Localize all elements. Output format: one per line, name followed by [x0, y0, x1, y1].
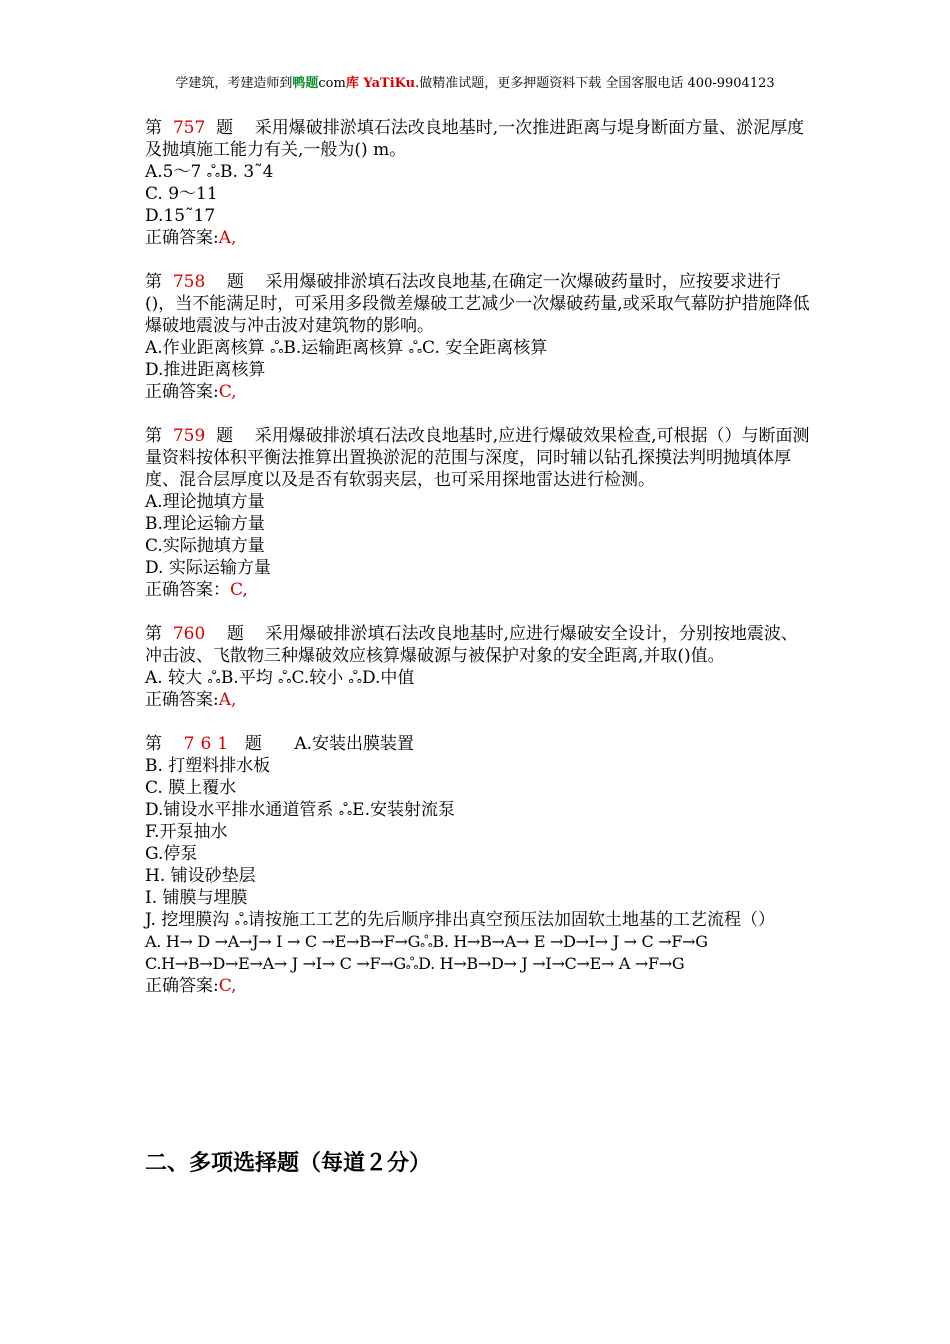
answer-line — [145, 975, 810, 997]
question-label: 第 — [145, 426, 162, 446]
option-line: D. 实际运输方量 — [145, 558, 271, 578]
answer-line — [145, 227, 810, 249]
answer-label: 正确答案: — [145, 228, 219, 248]
question-label: 第 — [145, 734, 162, 754]
question-text: 采用爆破排淤填石法改良地基,在确定一次爆破药量时，应按要求进行()，当不能满足时，可采用多段微差爆破工艺减少一次爆破药量,或采取气幕防护措施降低爆破地震波与冲击波对建筑物的影响。 — [145, 272, 810, 336]
header-text-post: .做精准试题，更多押题资料下载 全国客服电话 400-9904123 — [415, 76, 775, 91]
question-stem — [145, 623, 810, 667]
question-label: 题 — [226, 624, 244, 644]
question-label: 第 — [145, 272, 162, 292]
question-text: 采用爆破排淤填石法改良地基时,一次推进距离与堤身断面方量、淤泥厚度及抛填施工能力有关,一般为() m。 — [145, 118, 805, 160]
question-text: 采用爆破排淤填石法改良地基时,应进行爆破效果检查,可根据（）与断面测量资料按体积平衡法推算出置换淤泥的范围与深度，同时辅以钻孔探摸法判明抛填体厚度、混合层厚度以及是否有软弱夹层，也可采用探地雷达进行检测。 — [145, 426, 810, 490]
header-text-com: com — [318, 76, 346, 91]
option-text: A.安装出膜装置 — [294, 734, 415, 754]
question-number: 760 — [172, 624, 206, 644]
question-text: 采用爆破排淤填石法改良地基时,应进行爆破安全设计，分别按地震波、冲击波、飞散物三种爆破效应核算爆破源与被保护对象的安全距离,并取()值。 — [145, 624, 798, 666]
option-line: A.理论抛填方量 — [145, 492, 265, 512]
question-label: 题 — [226, 272, 244, 292]
option-line: C.实际抛填方量 — [145, 536, 265, 556]
option-line: D.铺设水平排水通道管系 ஃE.安装射流泵 — [145, 800, 455, 820]
answer-line — [145, 689, 810, 711]
header-brand-yati: 鸭题 — [292, 76, 319, 91]
question-stem — [145, 271, 810, 337]
question-number: 761 — [183, 734, 235, 754]
answer-label: 正确答案: — [145, 976, 219, 996]
question-stem — [145, 425, 810, 491]
option-line: B. 打塑料排水板 — [145, 756, 271, 776]
page-header — [0, 72, 950, 91]
sequence-option-line: A. H→ D →A→J→ I → C →E→B→F→GஃB. H→B→A→ E →D→I→ J → C →F→G — [145, 932, 708, 951]
option-line: D.15˜17 — [145, 206, 216, 226]
option-line: D.推进距离核算 — [145, 360, 266, 380]
sequence-option-line: C.H→B→D→E→A→ J →I→ C →F→GஃD. H→B→D→ J →I→C→E→ A →F→G — [145, 954, 685, 973]
option-line: C. 9～11 — [145, 184, 218, 204]
question-list — [145, 117, 810, 1019]
header-brand-yatiku: 库 YaTiKu — [345, 76, 416, 91]
question-number: 758 — [172, 272, 206, 292]
option-line: C. 膜上覆水 — [145, 778, 237, 798]
question-759 — [145, 425, 810, 601]
header-text-pre: 学建筑，考建造师到 — [175, 76, 293, 91]
question-label: 第 — [145, 118, 162, 138]
option-line: G.停泵 — [145, 844, 198, 864]
question-label: 题 — [216, 426, 234, 446]
question-758 — [145, 271, 810, 403]
option-line: F.开泵抽水 — [145, 822, 228, 842]
option-line: H. 铺设砂垫层 — [145, 866, 256, 886]
question-text: J. 挖埋膜沟 ஃ请按施工工艺的先后顺序排出真空预压法加固软土地基的工艺流程（） — [145, 910, 776, 930]
answer-value: C, — [230, 580, 248, 600]
answer-line — [145, 381, 810, 403]
answer-line — [145, 579, 810, 601]
answer-label: 正确答案: — [145, 382, 219, 402]
option-line: A.作业距离核算 ஃB.运输距离核算 ஃC. 安全距离核算 — [145, 338, 548, 358]
question-760 — [145, 623, 810, 711]
answer-value: A, — [218, 228, 237, 248]
question-757 — [145, 117, 810, 249]
option-line: A.5～7 ஃB. 3˜4 — [145, 162, 274, 182]
question-761 — [145, 733, 810, 997]
option-line: A. 较大 ஃB.平均 ஃC.较小 ஃD.中值 — [145, 668, 415, 688]
section-title: 二、多项选择题（每道２分） — [145, 1151, 432, 1176]
question-number: 759 — [172, 426, 206, 446]
question-stem — [145, 733, 810, 755]
answer-label: 正确答案： — [145, 580, 230, 600]
answer-label: 正确答案: — [145, 690, 219, 710]
question-label: 题 — [216, 118, 234, 138]
question-stem — [145, 117, 810, 161]
option-line: B.理论运输方量 — [145, 514, 265, 534]
question-label: 第 — [145, 624, 162, 644]
option-line: I. 铺膜与埋膜 — [145, 888, 248, 908]
answer-value: A, — [218, 690, 237, 710]
answer-value: C, — [218, 382, 237, 402]
answer-value: C, — [218, 976, 237, 996]
question-label: 题 — [244, 734, 262, 754]
question-number: 757 — [172, 118, 206, 138]
